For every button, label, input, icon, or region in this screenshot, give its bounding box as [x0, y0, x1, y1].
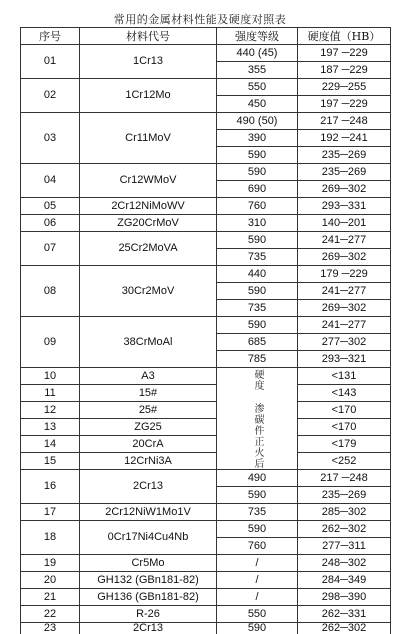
cell-material-code: 2Cr12NiMoWV [80, 198, 217, 215]
cell-hardness: 262─331 [298, 606, 391, 623]
table-row [21, 402, 391, 419]
table-row [21, 521, 391, 538]
cell-strength-grade: 355 [217, 62, 298, 79]
table-row [21, 589, 391, 606]
cell-hardness: 235─269 [298, 147, 391, 164]
cell-hardness: 235─269 [298, 164, 391, 181]
cell-index: 10 [21, 368, 80, 385]
cell-hardness: 293─331 [298, 198, 391, 215]
cell-hardness: 241─277 [298, 317, 391, 334]
cell-strength-grade: 550 [217, 606, 298, 623]
table-row [21, 453, 391, 470]
cell-hardness: 262─302 [298, 521, 391, 538]
cell-material-code: 1Cr13 [80, 45, 217, 79]
cell-index: 19 [21, 555, 80, 572]
table-row [21, 470, 391, 487]
table-row [21, 419, 391, 436]
cell-strength-grade: 590 [217, 623, 298, 634]
cell-index: 14 [21, 436, 80, 453]
cell-strength-grade: 735 [217, 300, 298, 317]
cell-strength-grade: 590 [217, 487, 298, 504]
table-body [21, 45, 391, 634]
cell-material-code: Cr11MoV [80, 113, 217, 164]
cell-material-code: 25# [80, 402, 217, 419]
cell-index: 03 [21, 113, 80, 164]
cell-hardness: <179 [298, 436, 391, 453]
cell-strength-grade: 450 [217, 96, 298, 113]
cell-material-code: GH136 (GBn181-82) [80, 589, 217, 606]
cell-strength-grade: 760 [217, 198, 298, 215]
table-row [21, 385, 391, 402]
cell-index: 16 [21, 470, 80, 504]
cell-strength-grade: 590 [217, 283, 298, 300]
cell-index: 02 [21, 79, 80, 113]
cell-material-code: 20CrA [80, 436, 217, 453]
cell-strength-grade: / [217, 572, 298, 589]
cell-hardness: 179 ─229 [298, 266, 391, 283]
header-hardness: 硬度值（HB） [298, 28, 391, 45]
table-row [21, 504, 391, 521]
cell-hardness: 235─269 [298, 487, 391, 504]
cell-strength-grade: 440 [217, 266, 298, 283]
table-row [21, 215, 391, 232]
cell-material-code: 15# [80, 385, 217, 402]
cell-hardness: 293─321 [298, 351, 391, 368]
cell-hardness: 269─302 [298, 181, 391, 198]
cell-hardness: 217 ─248 [298, 113, 391, 130]
cell-hardness: 197 ─229 [298, 45, 391, 62]
cell-index: 18 [21, 521, 80, 555]
cell-index: 04 [21, 164, 80, 198]
cell-strength-grade: 760 [217, 538, 298, 555]
cell-material-code: 2Cr12NiW1Mo1V [80, 504, 217, 521]
cell-material-code: 25Cr2MoVA [80, 232, 217, 266]
header-material-code: 材料代号 [80, 28, 217, 45]
cell-material-code: 38CrMoAl [80, 317, 217, 368]
cell-material-code: R-26 [80, 606, 217, 623]
cell-material-code: 2Cr13 [80, 623, 217, 634]
cell-hardness: <170 [298, 419, 391, 436]
cell-index: 06 [21, 215, 80, 232]
cell-strength-grade: 785 [217, 351, 298, 368]
cell-strength-grade: 590 [217, 164, 298, 181]
cell-hardness: 298─390 [298, 589, 391, 606]
cell-material-code: Cr5Mo [80, 555, 217, 572]
cell-material-code: 12CrNi3A [80, 453, 217, 470]
cell-hardness: 140─201 [298, 215, 391, 232]
cell-hardness: 229─255 [298, 79, 391, 96]
cell-material-code: 30Cr2MoV [80, 266, 217, 317]
cell-material-code: ZG25 [80, 419, 217, 436]
cell-hardness: 197 ─229 [298, 96, 391, 113]
cell-material-code: ZG20CrMoV [80, 215, 217, 232]
cell-strength-grade: 690 [217, 181, 298, 198]
cell-strength-grade: 685 [217, 334, 298, 351]
cell-hardness: <143 [298, 385, 391, 402]
cell-material-code: GH132 (GBn181-82) [80, 572, 217, 589]
cell-material-code: Cr12WMoV [80, 164, 217, 198]
table-row [21, 164, 391, 181]
cell-index: 15 [21, 453, 80, 470]
cell-strength-grade: 310 [217, 215, 298, 232]
cell-strength-grade: 590 [217, 147, 298, 164]
cell-strength-grade: / [217, 555, 298, 572]
cell-strength-grade: 735 [217, 249, 298, 266]
header-row [21, 28, 391, 45]
cell-material-code: 0Cr17Ni4Cu4Nb [80, 521, 217, 555]
cell-index: 21 [21, 589, 80, 606]
cell-material-code: 1Cr12Mo [80, 79, 217, 113]
cell-strength-grade: 390 [217, 130, 298, 147]
cell-hardness: 285─302 [298, 504, 391, 521]
table-row [21, 317, 391, 334]
cell-index: 22 [21, 606, 80, 623]
cell-strength-grade: 490 (50) [217, 113, 298, 130]
cell-hardness: 248─302 [298, 555, 391, 572]
document-title: 常用的金属材料性能及硬度对照表 [0, 11, 400, 27]
cell-strength-grade: 590 [217, 232, 298, 249]
cell-index: 09 [21, 317, 80, 368]
cell-index: 20 [21, 572, 80, 589]
cell-hardness: <252 [298, 453, 391, 470]
merged-note-cell: 硬度 渗碳件正火后 [217, 368, 298, 470]
table-row [21, 45, 391, 62]
cell-material-code: A3 [80, 368, 217, 385]
cell-hardness: <170 [298, 402, 391, 419]
cell-index: 01 [21, 45, 80, 79]
cell-strength-grade: / [217, 589, 298, 606]
cell-hardness: 217 ─248 [298, 470, 391, 487]
cell-strength-grade: 550 [217, 79, 298, 96]
table-row [21, 232, 391, 249]
table-row [21, 555, 391, 572]
hardness-table [20, 27, 391, 634]
cell-strength-grade: 440 (45) [217, 45, 298, 62]
cell-index: 17 [21, 504, 80, 521]
cell-hardness: <131 [298, 368, 391, 385]
table-row [21, 436, 391, 453]
cell-hardness: 277─302 [298, 334, 391, 351]
table-row [21, 572, 391, 589]
cell-index: 12 [21, 402, 80, 419]
table-row [21, 623, 391, 634]
cell-hardness: 269─302 [298, 300, 391, 317]
table-row [21, 79, 391, 96]
header-index: 序号 [21, 28, 80, 45]
table-row [21, 606, 391, 623]
cell-index: 23 [21, 623, 80, 634]
cell-hardness: 269─302 [298, 249, 391, 266]
cell-strength-grade: 590 [217, 317, 298, 334]
table-row [21, 266, 391, 283]
cell-hardness: 192 ─241 [298, 130, 391, 147]
cell-hardness: 284─349 [298, 572, 391, 589]
cell-index: 13 [21, 419, 80, 436]
cell-hardness: 187 ─229 [298, 62, 391, 79]
cell-index: 11 [21, 385, 80, 402]
table-row [21, 198, 391, 215]
cell-hardness: 241─277 [298, 283, 391, 300]
cell-index: 07 [21, 232, 80, 266]
table-row [21, 368, 391, 385]
cell-strength-grade: 735 [217, 504, 298, 521]
table-row [21, 113, 391, 130]
cell-hardness: 241─277 [298, 232, 391, 249]
cell-hardness: 262─302 [298, 623, 391, 634]
cell-index: 05 [21, 198, 80, 215]
cell-strength-grade: 490 [217, 470, 298, 487]
cell-strength-grade: 590 [217, 521, 298, 538]
cell-material-code: 2Cr13 [80, 470, 217, 504]
cell-hardness: 277─311 [298, 538, 391, 555]
header-strength-grade: 强度等级 [217, 28, 298, 45]
cell-index: 08 [21, 266, 80, 317]
